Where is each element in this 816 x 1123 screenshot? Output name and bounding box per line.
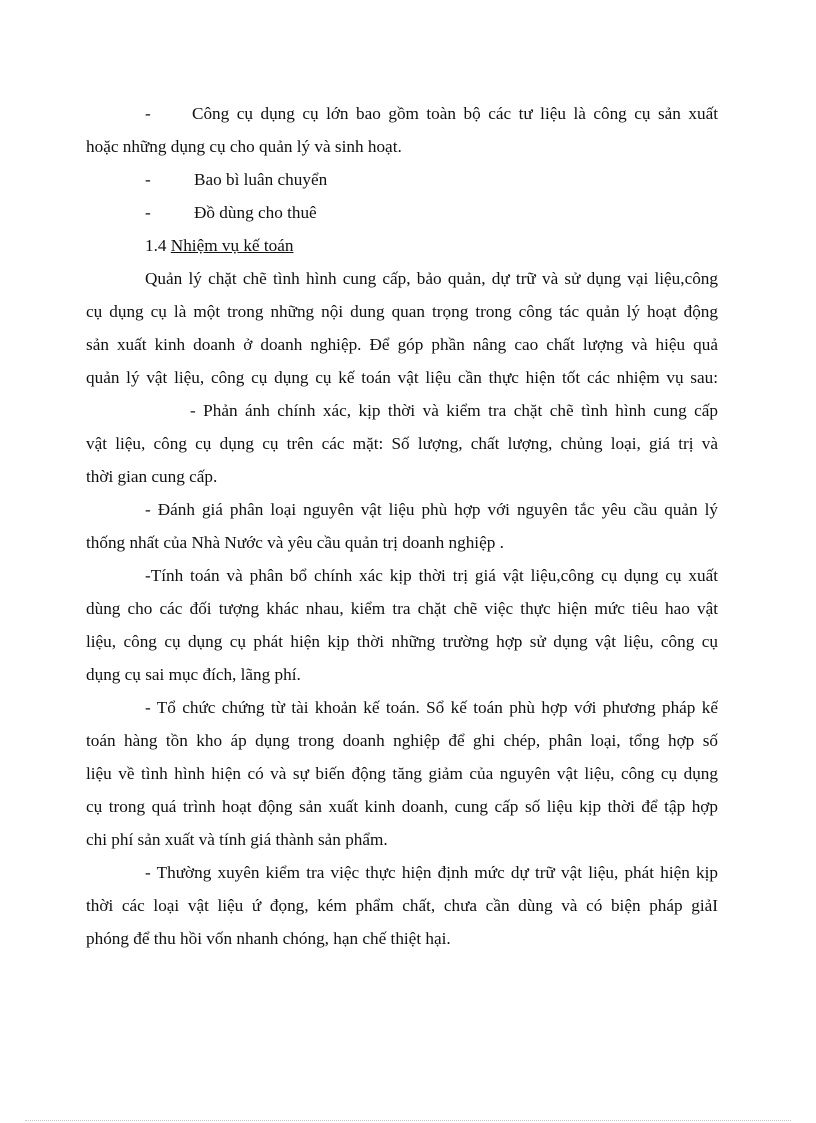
task-line: - Tổ chức chứng từ tài khoản kế toán. Sổ kế toán phù hợp với phương pháp kế xyxy=(145,698,718,717)
task-line: thời gian cung cấp. xyxy=(86,467,218,486)
bullet-text: Đồ dùng cho thuê xyxy=(194,203,317,222)
bullet-dash: - xyxy=(145,203,151,222)
task-line: cụ trong quá trình hoạt động sản xuất kinh doanh, cung cấp số liệu kịp thời để tập hợp xyxy=(86,797,718,816)
bullet-text-line: hoặc những dụng cụ cho quản lý và sinh hoạt. xyxy=(86,137,402,156)
paragraph-line: Quản lý chặt chẽ tình hình cung cấp, bảo quản, dự trữ và sử dụng vại liệu,công xyxy=(145,269,718,288)
task-line: thời các loại vật liệu ứ đọng, kém phẩm chất, chưa cần dùng và có biện pháp giảI xyxy=(86,896,718,915)
task-line: - Thường xuyên kiểm tra việc thực hiện định mức dự trữ vật liệu, phát hiện kịp xyxy=(145,863,718,882)
task-line: dùng cho các đối tượng khác nhau, kiểm tra chặt chẽ việc thực hiện mức tiêu hao vật xyxy=(86,599,718,618)
task-line: liệu về tình hình hiện có và sự biến động tăng giảm của nguyên vật liệu, công cụ dụng xyxy=(86,764,718,783)
task-line: dụng cụ sai mục đích, lãng phí. xyxy=(86,665,301,684)
task-line: phóng để thu hồi vốn nhanh chóng, hạn chế thiệt hại. xyxy=(86,929,451,948)
bullet-text: Bao bì luân chuyển xyxy=(194,170,328,189)
section-title: Nhiệm vụ kế toán xyxy=(170,236,294,255)
paragraph-line: quản lý vật liệu, công cụ dụng cụ kế toán vật liệu cần thực hiện tốt các nhiệm vụ sau: xyxy=(86,368,718,387)
task-line: toán hàng tồn kho áp dụng trong doanh nghiệp để ghi chép, phân loại, tổng hợp số xyxy=(86,731,718,750)
task-line: - Phản ánh chính xác, kịp thời và kiểm tra chặt chẽ tình hình cung cấp xyxy=(190,401,718,420)
bullet-dash: - xyxy=(145,104,151,123)
task-line: - Đánh giá phân loại nguyên vật liệu phù hợp với nguyên tắc yêu cầu quản lý xyxy=(145,500,718,519)
paragraph-line: sản xuất kinh doanh ở doanh nghiệp. Để góp phần nâng cao chất lượng và hiệu quả xyxy=(86,335,718,354)
task-line: liệu, công cụ dụng cụ phát hiện kịp thời những trường hợp sử dụng vật liệu, công cụ xyxy=(86,632,718,651)
task-line: thống nhất của Nhà Nước và yêu cầu quản trị doanh nghiệp . xyxy=(86,533,504,552)
page-bottom-divider xyxy=(25,1120,791,1121)
paragraph-line: cụ dụng cụ là một trong những nội dung quan trọng trong công tác quản lý hoạt động xyxy=(86,302,718,321)
task-line: vật liệu, công cụ dụng cụ trên các mặt: Số lượng, chất lượng, chủng loại, giá trị và xyxy=(86,434,718,453)
task-line: -Tính toán và phân bổ chính xác kịp thời trị giá vật liệu,công cụ dụng cụ xuất xyxy=(145,566,718,585)
section-number: 1.4 xyxy=(145,236,171,255)
section-heading xyxy=(145,235,718,257)
task-line: chi phí sản xuất và tính giá thành sản phẩm. xyxy=(86,830,388,849)
bullet-text-line: Công cụ dụng cụ lớn bao gồm toàn bộ các tư liệu là công cụ sản xuất xyxy=(192,104,718,123)
bullet-dash: - xyxy=(145,170,151,189)
